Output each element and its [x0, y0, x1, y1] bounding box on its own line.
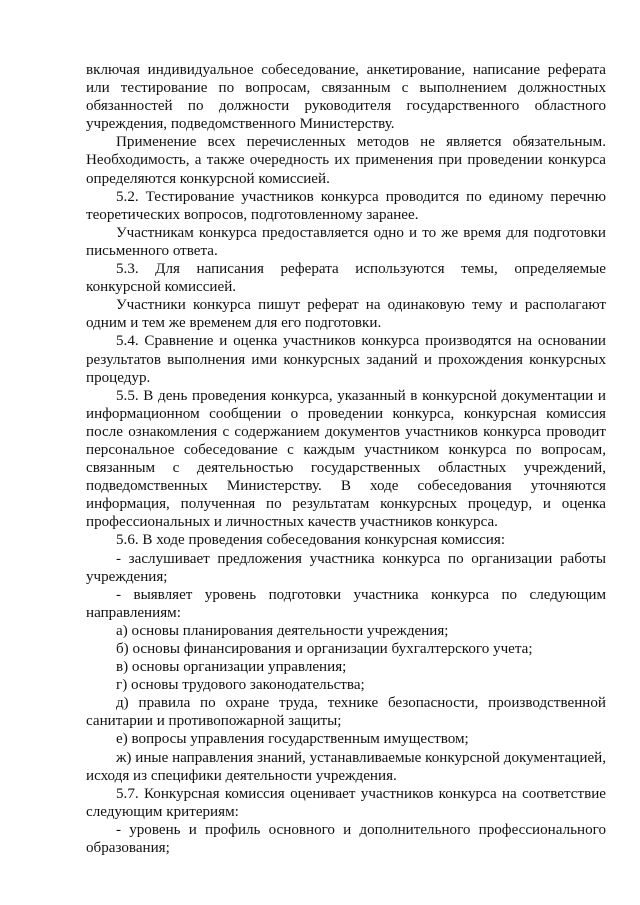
paragraph-5-5-interview: 5.5. В день проведения конкурса, указанный в конкурсной документации и информационном сообщении о проведении конкурса, конкурсная комиссия после ознакомления с содержанием документов участников конкурса проводит персональное собеседование с каждым участником конкурса по вопросам, связанным с деятельностью государственных областных учреждений, подведомственных Министерству. В ходе собеседования уточняются информация, полученная по результатам конкурсных процедур, и оценка профессиональных и личностных качеств участников конкурса. — [86, 387, 606, 531]
list-item-preparation-level: - выявляет уровень подготовки участника конкурса по следующим направлениям: — [86, 586, 606, 621]
list-item-b: б) основы финансирования и организации бухгалтерского учета; — [116, 641, 533, 657]
paragraph-5-3-essay-topics: 5.3. Для написания реферата используются темы, определяемые конкурсной комиссией. — [86, 261, 606, 296]
paragraph-methods-list: включая индивидуальное собеседование, анкетирование, написание реферата или тестирование по вопросам, связанным с выполнением должностных обязанностей по должности руководителя государственного областного учреждения, подведомственного Министерству. — [86, 62, 606, 133]
list-item-zh: ж) иные направления знаний, устанавливаемые конкурсной документацией, исходя из специфики деятельности учреждения. — [86, 749, 606, 784]
paragraph-testing-time: Участникам конкурса предоставляется одно и то же время для подготовки письменного ответа. — [86, 224, 606, 259]
paragraph-5-4-evaluation: 5.4. Сравнение и оценка участников конкурса производятся на основании результатов выполнения ими конкурсных заданий и прохождения конкурсных процедур. — [86, 333, 606, 386]
paragraph-5-6-commission: 5.6. В ходе проведения собеседования конкурсная комиссия: — [116, 532, 506, 549]
list-item-proposals: - заслушивает предложения участника конкурса по организации работы учреждения; — [86, 550, 606, 585]
paragraph-5-2-testing: 5.2. Тестирование участников конкурса проводится по единому перечню теоретических вопросов, подготовленному заранее. — [86, 188, 606, 223]
document-body — [86, 61, 606, 857]
list-item-education-level: - уровень и профиль основного и дополнительного профессионального образования; — [86, 821, 606, 857]
list-item-v: в) основы организации управления; — [116, 659, 347, 676]
list-item-g: г) основы трудового законодательства; — [116, 677, 365, 694]
list-item-a: а) основы планирования деятельности учреждения; — [116, 622, 449, 639]
paragraph-essay-same-topic: Участники конкурса пишут реферат на одинаковую тему и располагают одним и тем же временем для его подготовки. — [86, 297, 606, 332]
paragraph-methods-optional: Применение всех перечисленных методов не является обязательным. Необходимость, а также очередность их применения при проведении конкурса определяются конкурсной комиссией. — [86, 134, 606, 187]
list-item-d: д) правила по охране труда, технике безопасности, производственной санитарии и противопожарной защиты; — [86, 695, 606, 730]
paragraph-5-7-criteria: 5.7. Конкурсная комиссия оценивает участников конкурса на соответствие следующим критериям: — [86, 785, 606, 820]
list-item-e: е) вопросы управления государственным имуществом; — [116, 731, 469, 748]
